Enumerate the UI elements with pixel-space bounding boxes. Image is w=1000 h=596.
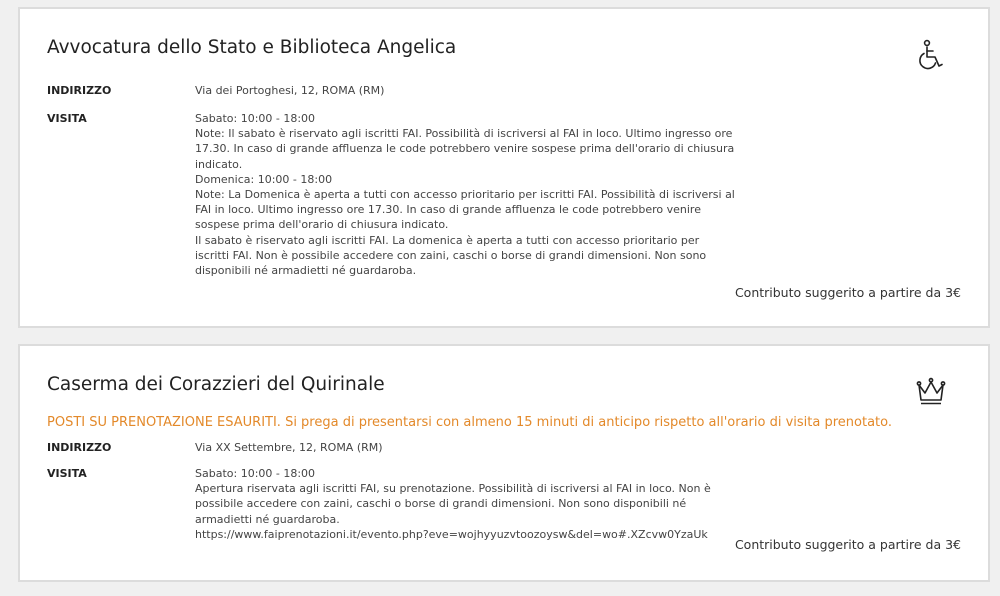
visit-line: Domenica: 10:00 - 18:00 bbox=[195, 172, 333, 186]
venue-card bbox=[18, 7, 990, 328]
venue-title: Avvocatura dello Stato e Biblioteca Angelica bbox=[47, 37, 457, 58]
visit-line: Sabato: 10:00 - 18:00 bbox=[195, 112, 316, 125]
visit-line: Apertura riservata agli iscritti FAI, su prenotazione. Possibilità di iscriversi al FAI in loco. Non è possibile accedere con zaini, caschi o borse di grandi dimensioni. Non sono disponibili né armadietti né guardaroba. bbox=[195, 482, 711, 526]
contribution-text: Contributo suggerito a partire da 3€ bbox=[734, 537, 961, 552]
visit-line: Il sabato è riservato agli iscritti FAI. La domenica è aperta a tutti con accesso prioritario per iscritti FAI. Non è possibile accedere con zaini, caschi o borse di grandi dimensioni. Non sono disponibili né armadietti né guardaroba. bbox=[195, 233, 707, 278]
visit-label: VISITA bbox=[47, 467, 87, 480]
venue-card bbox=[18, 344, 990, 582]
crown-icon bbox=[916, 376, 946, 408]
address-value: Via dei Portoghesi, 12, ROMA (RM) bbox=[195, 84, 385, 97]
address-value: Via XX Settembre, 12, ROMA (RM) bbox=[195, 441, 383, 454]
venue-title: Caserma dei Corazzieri del Quirinale bbox=[47, 374, 385, 395]
availability-notice: POSTI SU PRENOTAZIONE ESAURITI. Si prega di presentarsi con almeno 15 minuti di anticipo rispetto all'orario di visita prenotato. bbox=[47, 415, 893, 430]
visit-line: Sabato: 10:00 - 18:00 bbox=[195, 467, 316, 480]
contribution-text: Contributo suggerito a partire da 3€ bbox=[734, 285, 961, 300]
visit-label: VISITA bbox=[47, 112, 87, 125]
visit-details bbox=[195, 466, 735, 542]
address-label: INDIRIZZO bbox=[47, 441, 112, 454]
visit-details bbox=[195, 111, 735, 278]
visit-line: Note: La Domenica è aperta a tutti con accesso prioritario per iscritti FAI. Possibilità di iscriversi al FAI in loco. Ultimo ingresso ore 17.30. In caso di grande affluenza le code potrebbero venire sospese prima dell'orario di chiusura indicato. bbox=[195, 188, 735, 232]
address-label: INDIRIZZO bbox=[47, 84, 112, 97]
visit-line: Note: Il sabato è riservato agli iscritti FAI. Possibilità di iscriversi al FAI in loco. Ultimo ingresso ore 17.30. In caso di grande affluenza le code potrebbero venire sospese prima dell'orario di chiusura indicato. bbox=[195, 127, 735, 171]
booking-link[interactable]: https://www.faiprenotazioni.it/evento.php?eve=wojhyyuzvtoozoysw&del=wo#.XZcvw0YzaUk bbox=[195, 527, 708, 541]
wheelchair-icon bbox=[916, 39, 946, 71]
